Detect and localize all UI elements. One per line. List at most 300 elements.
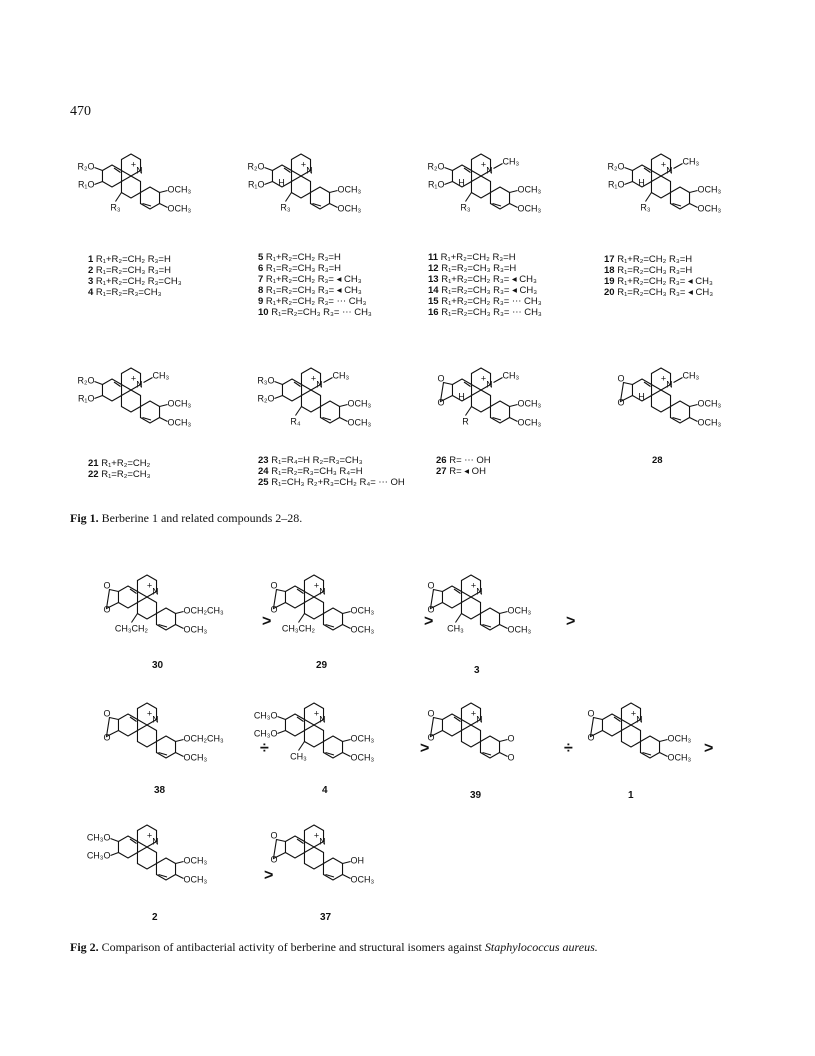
atom-label: CH₃: [152, 370, 170, 381]
figure-2-caption-label: Fig 2.: [70, 940, 99, 954]
atom-label: OCH₃: [167, 398, 192, 409]
atom-label: R₁O: [607, 179, 625, 190]
ring-bond: [471, 176, 490, 198]
atom-label: R₁O: [77, 393, 95, 404]
atom-label: +: [630, 708, 637, 719]
double-bond: [464, 168, 471, 173]
atom-label: N: [306, 165, 313, 176]
ring-bond: [442, 714, 461, 736]
atom-label: CH₃: [682, 370, 700, 381]
structure: [103, 703, 224, 763]
bond: [94, 168, 102, 171]
structure: [270, 575, 374, 635]
ring-bond: [461, 725, 480, 747]
compound-label: [258, 252, 372, 263]
atom-label: OCH₂CH₃: [183, 605, 224, 616]
atom-label: OCH₃: [347, 398, 372, 409]
atom-label: OCH₃: [167, 203, 192, 214]
atom-label: OCH₃: [347, 417, 372, 428]
compound-substituents: R₁+R₂=CH₂ R₃= ◂ CH₃: [263, 274, 362, 285]
ring-bond: [291, 176, 310, 198]
structure: [437, 368, 541, 428]
figure-1-caption-label: Fig 1.: [70, 511, 99, 525]
atom-label: O: [617, 373, 625, 384]
compound-substituents: R₁=R₂=CH₃ R₃= ◂ CH₃: [438, 285, 538, 296]
ring-bond: [304, 597, 323, 619]
compound-substituents: R= ⋯ OH: [446, 455, 491, 466]
compound-number: 6: [258, 263, 264, 274]
atom-label: OCH₃: [697, 184, 722, 195]
bond: [131, 614, 137, 623]
atom-label: R: [462, 416, 469, 427]
ring-bond: [118, 714, 137, 736]
bond: [176, 612, 184, 614]
figure-2-caption-text: Comparison of antibacterial activity of berberine and structural isomers against: [101, 940, 485, 954]
compound-number: 14: [428, 285, 439, 296]
atom-label: H: [458, 391, 465, 402]
atom-label: OCH₃: [517, 398, 542, 409]
atom-label: OCH₃: [697, 203, 722, 214]
atom-label: H: [458, 177, 465, 188]
bond: [277, 731, 285, 734]
atom-label: R₃: [280, 202, 291, 213]
compound-number: 23: [258, 455, 269, 466]
atom-label: O: [270, 580, 278, 591]
figure-2: [0, 555, 815, 925]
bond: [324, 378, 333, 383]
atom-label: +: [313, 830, 320, 841]
atom-label: OCH₃: [350, 605, 375, 616]
double-bond: [130, 589, 137, 594]
atom-label: CH₃: [290, 751, 307, 762]
bond: [274, 396, 282, 399]
atom-label: OCH₃: [517, 203, 542, 214]
double-bond: [297, 589, 304, 594]
atom-label: N: [319, 836, 326, 847]
structure: [254, 703, 375, 763]
bond: [500, 740, 508, 742]
atom-label: CH₃: [502, 156, 520, 167]
compound-label: [88, 469, 151, 480]
compound-substituents: R₁=R₂=CH₃ R₃= ◂ CH₃: [614, 287, 714, 298]
atom-label: R₂O: [257, 393, 275, 404]
bond: [298, 742, 304, 751]
atom-label: O: [427, 732, 435, 743]
figure-1: [0, 138, 815, 508]
double-bond: [614, 717, 621, 722]
atom-label: +: [310, 373, 317, 384]
atom-label: +: [130, 159, 137, 170]
bond: [176, 875, 184, 879]
atom-label: +: [660, 159, 667, 170]
atom-label: OCH₃: [337, 184, 362, 195]
atom-label: R₁O: [247, 179, 265, 190]
bond: [690, 405, 698, 407]
bond: [645, 193, 651, 202]
ring-bond: [285, 836, 304, 858]
activity-relation: ÷: [260, 740, 269, 757]
bond: [295, 407, 301, 416]
bond: [674, 164, 683, 169]
atom-label: OCH₂CH₃: [183, 733, 224, 744]
compound-substituents: R₁+R₂=CH₂ R₃= ◂ CH₃: [614, 276, 713, 287]
bond: [690, 204, 698, 208]
figure-2-structures: [0, 555, 815, 925]
double-bond: [297, 839, 304, 844]
compound-label-group: [88, 458, 151, 480]
compound-label: [258, 285, 372, 296]
structure: [607, 154, 721, 214]
atom-label: H: [278, 177, 285, 188]
atom-label: N: [316, 379, 323, 390]
double-bond: [130, 839, 137, 844]
atom-label: N: [136, 165, 143, 176]
atom-label: CH₃: [502, 370, 520, 381]
compound-substituents: R= ◂ OH: [446, 466, 486, 477]
compound-label-group: [436, 455, 491, 477]
atom-label: OCH₃: [183, 874, 208, 885]
bond: [510, 204, 518, 208]
compound-label: [428, 252, 542, 263]
compound-number: 9: [258, 296, 264, 307]
atom-label: R₃: [640, 202, 651, 213]
atom-label: N: [636, 714, 643, 725]
atom-label: O: [103, 732, 111, 743]
atom-label: O: [270, 854, 278, 865]
compound-label: [436, 466, 491, 477]
atom-label: OCH₃: [697, 398, 722, 409]
ring-bond: [102, 379, 121, 401]
structure: [427, 575, 531, 635]
compound-number: 8: [258, 285, 264, 296]
compound-substituents: R₁=R₂=CH₃ R₃=H: [263, 263, 342, 274]
double-bond: [454, 717, 461, 722]
atom-label: O: [617, 397, 625, 408]
bond: [343, 875, 351, 879]
ring-bond: [651, 390, 670, 412]
atom-label: O: [427, 604, 435, 615]
ring-bond: [282, 379, 301, 401]
bond: [144, 378, 153, 383]
compound-label-group: [428, 252, 542, 318]
atom-label: OCH₃: [697, 417, 722, 428]
compound-substituents: R₁=R₂=CH₃ R₃= ◂ CH₃: [263, 285, 362, 296]
bond: [264, 182, 272, 185]
compound-substituents: R₁=R₄=H R₂=R₃=CH₃: [268, 455, 363, 466]
atom-label: O: [507, 733, 515, 744]
structure: [427, 154, 541, 214]
atom-label: OCH₃: [350, 733, 375, 744]
atom-label: +: [300, 159, 307, 170]
atom-label: OCH₃: [350, 752, 375, 763]
compound-substituents: R₁+R₂=CH₂: [98, 458, 151, 469]
atom-label: O: [103, 708, 111, 719]
atom-label: CH₃O: [86, 850, 111, 861]
bond: [176, 625, 184, 629]
compound-substituents: R₁+R₂=CH₂ R₃=H: [438, 252, 516, 263]
bond: [510, 405, 518, 407]
double-bond: [297, 717, 304, 722]
compound-number: 30: [152, 660, 164, 671]
compound-substituents: R₁+R₂=CH₂ R₃= ⋯ CH₃: [263, 296, 367, 307]
atom-label: R₂O: [77, 375, 95, 386]
atom-label: CH₃: [332, 370, 350, 381]
compound-number: 18: [604, 265, 615, 276]
atom-label: O: [587, 708, 595, 719]
atom-label: N: [319, 586, 326, 597]
bond: [510, 418, 518, 422]
atom-label: N: [319, 714, 326, 725]
bond: [330, 191, 338, 193]
double-bond: [464, 382, 471, 387]
ring-bond: [285, 714, 304, 736]
atom-label: CH₃O: [253, 710, 278, 721]
atom-label: OCH₃: [507, 624, 532, 635]
atom-label: R₃O: [257, 375, 275, 386]
ring-bond: [137, 725, 156, 747]
compound-number: 26: [436, 455, 447, 466]
activity-relation: >: [566, 613, 576, 630]
ring-bond: [304, 725, 323, 747]
compound-label: [428, 274, 542, 285]
compound-substituents: R₁+R₂=CH₂ R₃=H: [93, 254, 171, 265]
compound-number: 1: [628, 790, 634, 801]
compound-number: 28: [652, 455, 663, 466]
compound-number: 3: [88, 276, 94, 287]
bond: [690, 418, 698, 422]
activity-relation: >: [262, 613, 272, 630]
atom-label: +: [146, 830, 153, 841]
figure-1-caption-text: Berberine 1 and related compounds 2–28.: [101, 511, 303, 525]
compound-label: [428, 285, 542, 296]
compound-number: 2: [88, 265, 94, 276]
compound-substituents: R₁=R₂=CH₃ R₃= ⋯ CH₃: [268, 307, 372, 318]
atom-label: N: [476, 714, 483, 725]
bond: [264, 168, 272, 171]
atom-label: +: [480, 373, 487, 384]
compound-label: [258, 466, 405, 477]
ring-bond: [137, 597, 156, 619]
atom-label: OCH₃: [167, 417, 192, 428]
compound-label: [258, 263, 372, 274]
structure: [87, 825, 208, 885]
bond: [110, 853, 118, 856]
atom-label: OCH₃: [667, 752, 692, 763]
bond: [494, 378, 503, 383]
atom-label: O: [427, 580, 435, 591]
compound-number: 10: [258, 307, 269, 318]
compound-label-group: [604, 254, 713, 298]
bond: [110, 839, 118, 842]
bond: [455, 614, 461, 623]
bond: [500, 612, 508, 614]
atom-label: CH₃: [682, 156, 700, 167]
compound-number: 19: [604, 276, 615, 287]
atom-label: R₂O: [247, 161, 265, 172]
compound-number: 21: [88, 458, 99, 469]
compound-substituents: R₁=R₂=CH₃: [98, 469, 151, 480]
compound-number: 25: [258, 477, 269, 488]
compound-number: 39: [470, 790, 482, 801]
compound-number: 38: [154, 785, 166, 796]
compound-label: [258, 296, 372, 307]
bond: [94, 382, 102, 385]
compound-number: 37: [320, 912, 332, 923]
compound-number: 12: [428, 263, 439, 274]
atom-label: O: [270, 830, 278, 841]
ring-bond: [301, 390, 320, 412]
bond: [115, 193, 121, 202]
bond: [690, 191, 698, 193]
compound-number: 7: [258, 274, 264, 285]
ring-bond: [471, 390, 490, 412]
compound-label-group: [258, 455, 405, 488]
compound-label-group: [652, 455, 663, 466]
atom-label: OCH₃: [350, 874, 375, 885]
compound-number: 4: [322, 785, 328, 796]
bond: [465, 407, 471, 416]
ring-bond: [651, 176, 670, 198]
compound-number: 11: [428, 252, 439, 263]
ring-bond: [102, 165, 121, 187]
compound-label: [604, 265, 713, 276]
compound-substituents: R₁=R₂=CH₃ R₃=H: [93, 265, 172, 276]
compound-number: 4: [88, 287, 94, 298]
structure: [587, 703, 691, 763]
compound-number: 17: [604, 254, 615, 265]
atom-label: OCH₃: [507, 605, 532, 616]
double-bond: [114, 382, 121, 387]
bond: [674, 378, 683, 383]
bond: [285, 193, 291, 202]
structure: [247, 154, 361, 214]
structure: [77, 368, 191, 428]
atom-label: +: [313, 708, 320, 719]
double-bond: [644, 382, 651, 387]
double-bond: [454, 589, 461, 594]
compound-substituents: R₁+R₂=CH₂ R₃=H: [614, 254, 693, 265]
double-bond: [284, 168, 291, 173]
ring-bond: [461, 597, 480, 619]
atom-label: +: [130, 373, 137, 384]
double-bond: [644, 168, 651, 173]
bond: [160, 418, 168, 422]
compound-number: 22: [88, 469, 99, 480]
atom-label: R₁O: [427, 179, 445, 190]
atom-label: +: [470, 580, 477, 591]
atom-label: N: [486, 165, 493, 176]
compound-label: [258, 274, 372, 285]
bond: [510, 191, 518, 193]
compound-label: [258, 477, 405, 488]
compound-number: 20: [604, 287, 615, 298]
ring-bond: [602, 714, 621, 736]
compound-number: 1: [88, 254, 94, 265]
atom-label: O: [103, 580, 111, 591]
atom-label: CH₃: [447, 623, 464, 634]
atom-label: R₂O: [607, 161, 625, 172]
bond: [330, 204, 338, 208]
bond: [343, 612, 351, 614]
compound-label: [428, 296, 542, 307]
bond: [94, 396, 102, 399]
atom-label: N: [152, 586, 159, 597]
bond: [160, 204, 168, 208]
bond: [624, 182, 632, 185]
ring-bond: [121, 176, 140, 198]
compound-label-group: [88, 254, 182, 298]
activity-relation: >: [704, 740, 714, 757]
double-bond: [114, 168, 121, 173]
atom-label: OCH₃: [667, 733, 692, 744]
bond: [624, 168, 632, 171]
atom-label: OCH₃: [517, 184, 542, 195]
compound-label: [428, 307, 542, 318]
compound-substituents: R₁+R₂=CH₂ R₃= ◂ CH₃: [438, 274, 537, 285]
atom-label: OCH₃: [183, 624, 208, 635]
ring-bond: [121, 390, 140, 412]
atom-label: +: [480, 159, 487, 170]
page-number: 470: [70, 104, 91, 119]
compound-number: 16: [428, 307, 439, 318]
activity-relation: >: [424, 613, 434, 630]
figure-1-caption: [70, 511, 302, 526]
bond: [343, 740, 351, 742]
bond: [444, 168, 452, 171]
compound-substituents: R₁=CH₃ R₂+R₃=CH₂ R₄= ⋯ OH: [268, 477, 405, 488]
ring-bond: [442, 586, 461, 608]
compound-label: [652, 455, 663, 466]
structure: [257, 368, 371, 428]
bond: [465, 193, 471, 202]
compound-number: 2: [152, 912, 158, 923]
compound-label: [258, 307, 372, 318]
atom-label: +: [313, 580, 320, 591]
atom-label: N: [476, 586, 483, 597]
figure-1-structures: [0, 138, 815, 508]
structure: [103, 575, 224, 635]
bond: [444, 182, 452, 185]
bond: [160, 405, 168, 407]
atom-label: O: [427, 708, 435, 719]
atom-label: R₁O: [77, 179, 95, 190]
compound-label-group: [258, 252, 372, 318]
atom-label: OH: [350, 855, 365, 866]
bond: [176, 753, 184, 757]
compound-label: [258, 455, 405, 466]
atom-label: O: [587, 732, 595, 743]
atom-label: N: [666, 165, 673, 176]
compound-label: [436, 455, 491, 466]
compound-label: [88, 287, 182, 298]
bond: [500, 753, 508, 757]
bond: [660, 740, 668, 742]
compound-substituents: R₁=R₂=CH₃ R₃= ⋯ CH₃: [438, 307, 542, 318]
activity-relation: ÷: [564, 740, 573, 757]
bond: [340, 405, 348, 407]
structure: [427, 703, 514, 763]
bond: [494, 164, 503, 169]
bond: [500, 625, 508, 629]
compound-label: [88, 254, 182, 265]
ring-bond: [285, 586, 304, 608]
atom-label: O: [507, 752, 515, 763]
atom-label: OCH₃: [183, 855, 208, 866]
atom-label: R₃: [110, 202, 121, 213]
compound-label: [88, 276, 182, 287]
compound-substituents: R₁+R₂=CH₂ R₃=CH₃: [93, 276, 182, 287]
compound-number: 29: [316, 660, 328, 671]
